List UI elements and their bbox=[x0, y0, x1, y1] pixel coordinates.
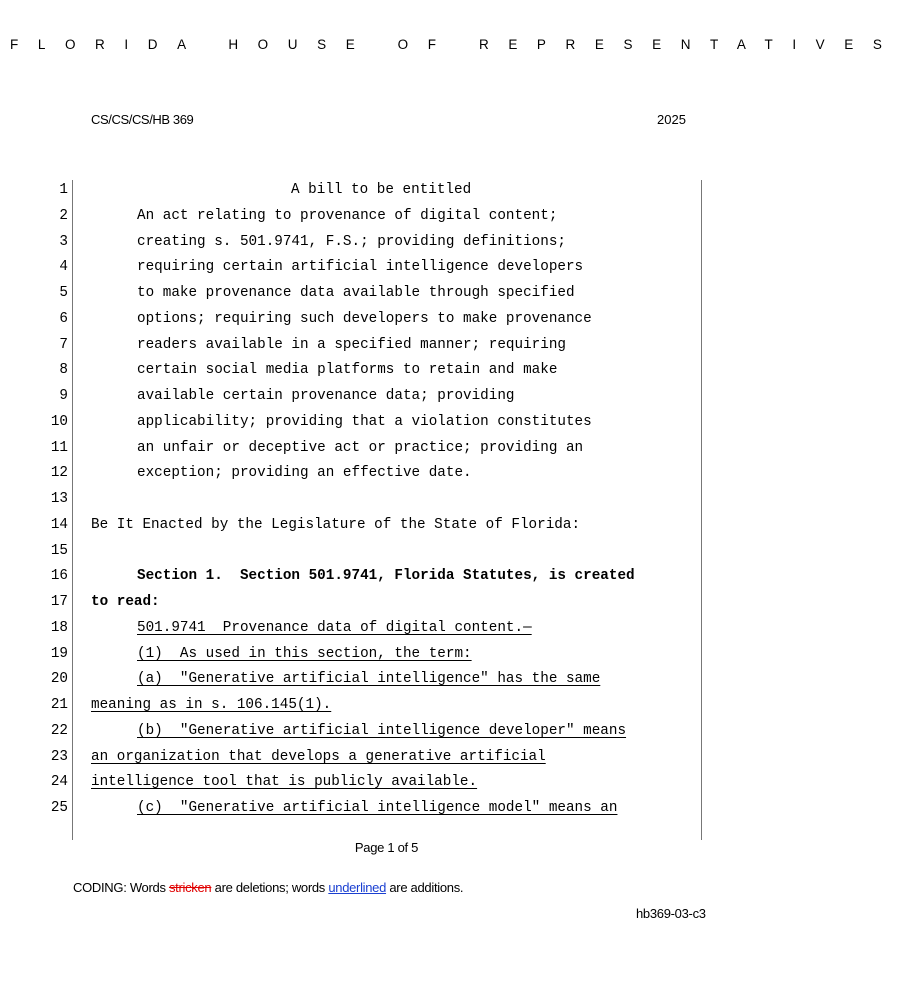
line-number: 5 bbox=[59, 285, 68, 301]
line-text: certain social media platforms to retain and make bbox=[137, 362, 558, 379]
line-number: 25 bbox=[50, 800, 68, 816]
line-text: an unfair or deceptive act or practice; providing an bbox=[137, 439, 584, 456]
text-line bbox=[0, 461, 773, 487]
line-number: 12 bbox=[50, 465, 68, 482]
added-text: 501.9741 Provenance data of digital content.— bbox=[137, 619, 532, 636]
line-number: 18 bbox=[50, 619, 68, 636]
text-line bbox=[0, 333, 773, 359]
text-line bbox=[0, 178, 773, 204]
coding-prefix: CODING: Words bbox=[73, 880, 169, 895]
page-number: Page 1 of 5 bbox=[354, 840, 419, 855]
added-text: (c) "Generative artificial intelligence model" means an bbox=[137, 800, 618, 816]
text-line bbox=[0, 667, 773, 693]
text-line bbox=[0, 487, 773, 513]
bill-text bbox=[0, 178, 773, 822]
text-line bbox=[0, 204, 773, 230]
text-line bbox=[0, 590, 773, 616]
text-line bbox=[0, 436, 773, 462]
chamber-title: FLORIDA HOUSE OF REPRESENTATIVES bbox=[10, 37, 902, 52]
text-line bbox=[0, 693, 773, 719]
added-text: intelligence tool that is publicly available. bbox=[91, 774, 478, 791]
line-number: 13 bbox=[50, 491, 68, 507]
text-line bbox=[0, 410, 773, 436]
line-number: 11 bbox=[50, 439, 68, 456]
coding-suffix: are additions. bbox=[386, 880, 464, 895]
line-number: 4 bbox=[59, 259, 68, 276]
line-number: 22 bbox=[50, 722, 68, 739]
text-line bbox=[0, 513, 773, 539]
text-line bbox=[0, 796, 773, 822]
added-text: (a) "Generative artificial intelligence" has the same bbox=[137, 671, 601, 688]
text-line bbox=[0, 564, 773, 590]
line-text: applicability; providing that a violation constitutes bbox=[137, 413, 592, 430]
text-line bbox=[0, 230, 773, 256]
line-number: 17 bbox=[50, 594, 68, 610]
text-line bbox=[0, 307, 773, 333]
line-text: requiring certain artificial intelligence developers bbox=[137, 259, 584, 276]
line-number: 2 bbox=[59, 207, 68, 224]
line-number: 7 bbox=[59, 336, 68, 353]
text-line bbox=[0, 281, 773, 307]
added-text: an organization that develops a generative artificial bbox=[91, 748, 546, 765]
line-text: exception; providing an effective date. bbox=[137, 465, 472, 482]
line-number: 10 bbox=[50, 413, 68, 430]
line-text: Be It Enacted by the Legislature of the State of Florida: bbox=[91, 516, 581, 533]
line-number: 23 bbox=[50, 748, 68, 765]
text-line bbox=[0, 255, 773, 281]
line-number: 21 bbox=[50, 697, 68, 713]
file-code: hb369-03-c3 bbox=[636, 906, 706, 921]
line-text: readers available in a specified manner; requiring bbox=[137, 336, 566, 353]
line-text: to make provenance data available through specified bbox=[137, 285, 575, 301]
bill-year: 2025 bbox=[657, 112, 686, 127]
line-number: 8 bbox=[59, 362, 68, 379]
line-text: creating s. 501.9741, F.S.; providing definitions; bbox=[137, 233, 566, 250]
line-number: 24 bbox=[50, 774, 68, 791]
coding-middle: are deletions; words bbox=[211, 880, 329, 895]
added-text: meaning as in s. 106.145(1). bbox=[91, 697, 332, 713]
coding-legend bbox=[73, 880, 463, 895]
coding-stricken: stricken bbox=[168, 880, 212, 895]
line-number: 3 bbox=[59, 233, 68, 250]
line-number: 9 bbox=[59, 388, 68, 404]
line-number: 16 bbox=[50, 568, 68, 585]
coding-underlined: underlined bbox=[328, 880, 387, 895]
line-number: 20 bbox=[50, 671, 68, 688]
text-line bbox=[0, 642, 773, 668]
bill-id: CS/CS/CS/HB 369 bbox=[91, 112, 194, 127]
section-heading: to read: bbox=[91, 594, 160, 610]
text-line bbox=[0, 770, 773, 796]
section-heading: Section 1. Section 501.9741, Florida Statutes, is created bbox=[137, 568, 635, 585]
line-number: 14 bbox=[50, 516, 68, 533]
text-line bbox=[0, 745, 773, 771]
text-line bbox=[0, 616, 773, 642]
line-number: 19 bbox=[50, 645, 68, 662]
added-text: (b) "Generative artificial intelligence developer" means bbox=[137, 722, 627, 739]
line-text: An act relating to provenance of digital content; bbox=[137, 207, 558, 224]
text-line bbox=[0, 539, 773, 565]
line-text: available certain provenance data; providing bbox=[137, 388, 515, 404]
text-line bbox=[0, 384, 773, 410]
line-number: 6 bbox=[59, 310, 68, 327]
line-number: 1 bbox=[59, 182, 68, 198]
line-text: A bill to be entitled bbox=[291, 182, 472, 198]
added-text: (1) As used in this section, the term: bbox=[137, 645, 472, 662]
line-text: options; requiring such developers to make provenance bbox=[137, 310, 592, 327]
text-line bbox=[0, 358, 773, 384]
text-line bbox=[0, 719, 773, 745]
line-number: 15 bbox=[50, 542, 68, 559]
